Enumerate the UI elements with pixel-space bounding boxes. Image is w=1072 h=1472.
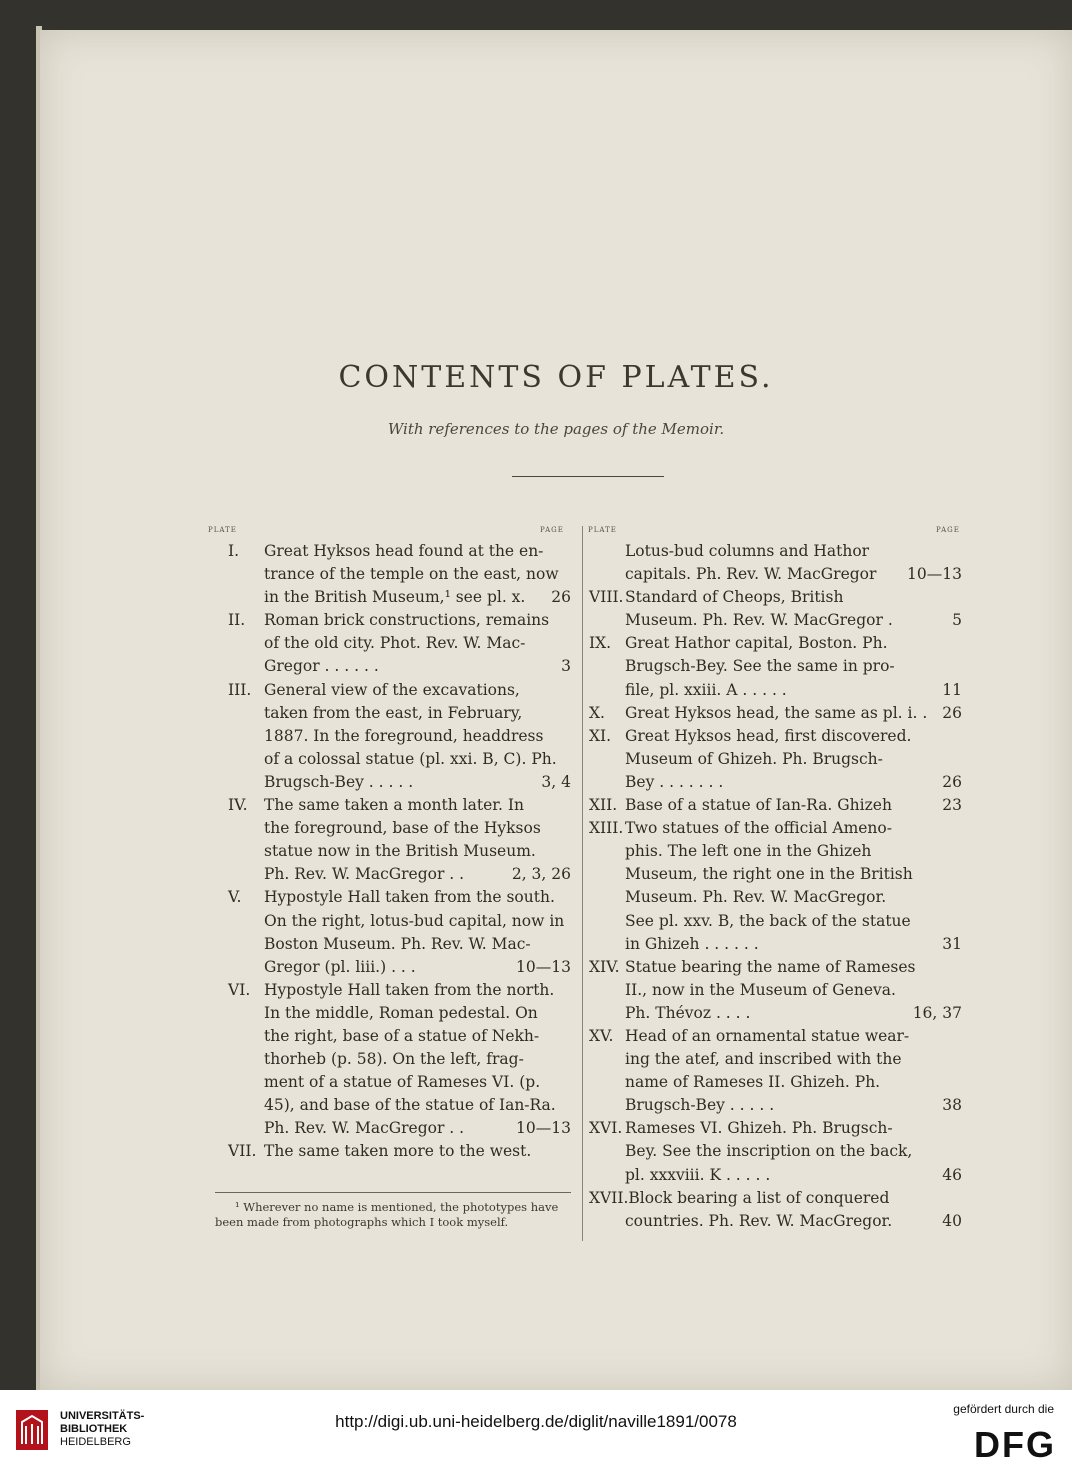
title-rule xyxy=(512,476,664,477)
plate-number: XII. xyxy=(589,796,618,815)
plate-number: III. xyxy=(228,680,252,699)
entry-text: of a colossal statue (pl. xxi. B, C). Ph. xyxy=(264,749,557,768)
page-reference: 3, 4 xyxy=(541,772,571,791)
entry-text: Ph. Rev. W. MacGregor . . xyxy=(264,865,465,884)
entry-line xyxy=(589,679,962,702)
entry-text: Rameses VI. Ghizeh. Ph. Brugsch- xyxy=(625,1119,893,1138)
entry-line xyxy=(589,933,962,956)
page-reference: 40 xyxy=(942,1211,962,1230)
entry-line xyxy=(228,563,571,586)
plate-number: I. xyxy=(228,542,240,560)
entry-line xyxy=(589,817,962,840)
plate-entry xyxy=(589,725,962,794)
entry-line xyxy=(228,771,571,794)
entry-line xyxy=(589,979,962,1002)
entry-line xyxy=(228,840,571,863)
entry-line xyxy=(589,1210,962,1233)
page-reference: 23 xyxy=(942,796,962,815)
entry-text: Brugsch-Bey . . . . . xyxy=(625,1096,775,1115)
entry-text: the foreground, base of the Hyksos xyxy=(264,819,541,838)
entry-line xyxy=(589,863,962,886)
entry-text: The same taken a month later. In xyxy=(264,796,524,815)
entry-line xyxy=(589,1140,962,1163)
entry-line xyxy=(589,771,962,794)
plate-entry xyxy=(589,817,962,956)
entry-line xyxy=(589,1164,962,1187)
entry-line xyxy=(228,540,571,563)
entry-text: II., now in the Museum of Geneva. xyxy=(625,980,896,999)
library-name-line1: UNIVERSITÄTS- xyxy=(60,1410,145,1422)
entry-line xyxy=(589,540,962,563)
plate-number: II. xyxy=(228,611,246,630)
entry-line xyxy=(589,702,962,725)
entry-text: Great Hyksos head, the same as pl. i. . xyxy=(625,703,928,722)
page-reference: 10—13 xyxy=(907,565,962,584)
plate-entry xyxy=(228,886,571,978)
entry-text: 45), and base of the statue of Ian-Ra. xyxy=(264,1096,556,1115)
entry-text: Hypostyle Hall taken from the north. xyxy=(264,980,555,999)
entry-line xyxy=(228,702,571,725)
plate-entry xyxy=(228,540,571,609)
page-reference: 46 xyxy=(942,1165,962,1184)
entry-text: Brugsch-Bey. See the same in pro- xyxy=(625,657,895,676)
entry-text: Gregor (pl. liii.) . . . xyxy=(264,957,416,976)
page-subtitle: With references to the pages of the Memoir. xyxy=(387,420,725,438)
entry-line xyxy=(589,794,962,817)
entry-text: Hypostyle Hall taken from the south. xyxy=(264,888,555,907)
entry-line xyxy=(228,679,571,702)
column-divider xyxy=(582,526,583,1241)
entry-text: Ph. Rev. W. MacGregor . . xyxy=(264,1119,465,1138)
footnote-rule xyxy=(215,1192,571,1193)
plate-entry xyxy=(228,1140,571,1163)
entry-text: General view of the excavations, xyxy=(264,680,520,699)
plate-number: XV. xyxy=(589,1026,614,1045)
entry-line xyxy=(228,956,571,979)
page-reference: 16, 37 xyxy=(912,1003,962,1022)
plate-number: IX. xyxy=(589,634,612,653)
plate-number: VI. xyxy=(228,980,251,999)
page-reference: 26 xyxy=(942,703,962,722)
plate-entry xyxy=(228,979,571,1141)
entry-line xyxy=(589,632,962,655)
entry-text: Gregor . . . . . . xyxy=(264,657,379,676)
entry-text: capitals. Ph. Rev. W. MacGregor xyxy=(625,565,877,584)
plate-number: XVI. xyxy=(589,1119,623,1138)
entry-line xyxy=(228,1048,571,1071)
entry-line xyxy=(228,886,571,909)
entry-text: Brugsch-Bey . . . . . xyxy=(264,772,414,791)
entry-text: Block bearing a list of conquered xyxy=(628,1188,890,1207)
entry-line xyxy=(589,1187,962,1210)
entry-text: Museum, the right one in the British xyxy=(625,865,913,884)
entry-line xyxy=(589,1025,962,1048)
entry-line xyxy=(228,632,571,655)
entry-text: Roman brick constructions, remains xyxy=(264,611,550,630)
entry-text: of the old city. Phot. Rev. W. Mac- xyxy=(264,634,526,653)
entry-text: Museum. Ph. Rev. W. MacGregor . xyxy=(625,611,893,630)
entry-text: See pl. xxv. B, the back of the statue xyxy=(625,911,911,930)
entry-text: thorheb (p. 58). On the left, frag- xyxy=(264,1050,524,1069)
page-reference: 10—13 xyxy=(516,1119,571,1138)
entry-text: in Ghizeh . . . . . . xyxy=(625,934,759,953)
plate-number: XIV. xyxy=(589,957,620,976)
entry-line xyxy=(228,1140,571,1163)
page-reference: 31 xyxy=(942,934,962,953)
entry-text: phis. The left one in the Ghizeh xyxy=(625,842,872,861)
entry-line xyxy=(589,956,962,979)
entry-line xyxy=(228,1025,571,1048)
page-reference: 3 xyxy=(561,657,571,676)
plate-entry xyxy=(589,702,962,725)
entry-line xyxy=(228,910,571,933)
entry-line xyxy=(589,1071,962,1094)
library-name-line2: BIBLIOTHEK xyxy=(60,1423,128,1435)
entry-text: ment of a statue of Rameses VI. (p. xyxy=(264,1073,541,1092)
page-reference: 26 xyxy=(942,772,962,791)
plate-entry xyxy=(589,794,962,817)
entry-line xyxy=(228,655,571,678)
right-column xyxy=(589,540,962,1233)
entry-line xyxy=(589,840,962,863)
right-page-header: PAGE xyxy=(936,526,960,534)
entry-text: Ph. Thévoz . . . . xyxy=(625,1003,751,1022)
right-plate-header: PLATE xyxy=(588,526,617,534)
plate-entry xyxy=(589,1187,962,1233)
plate-number: V. xyxy=(228,888,242,907)
plate-number: VIII. xyxy=(589,588,624,607)
left-page-header: PAGE xyxy=(540,526,564,534)
plate-entry xyxy=(589,1117,962,1186)
entry-text: countries. Ph. Rev. W. MacGregor. xyxy=(625,1211,893,1230)
entry-text: In the middle, Roman pedestal. On xyxy=(264,1003,538,1022)
plate-number: VII. xyxy=(228,1142,257,1161)
entry-line xyxy=(228,1117,571,1140)
entry-line xyxy=(589,1094,962,1117)
source-url-link[interactable]: http://digi.ub.uni-heidelberg.de/diglit/naville1891/0078 xyxy=(335,1412,737,1431)
entry-text: the right, base of a statue of Nekh- xyxy=(264,1026,540,1045)
page-reference: 26 xyxy=(551,588,571,607)
entry-text: Museum of Ghizeh. Ph. Brugsch- xyxy=(625,749,883,768)
dfg-logo: DFG xyxy=(974,1424,1056,1465)
entry-text: Bey . . . . . . . xyxy=(625,772,724,791)
entry-line xyxy=(589,1002,962,1025)
plate-entry xyxy=(228,679,571,794)
entry-line xyxy=(228,1002,571,1025)
entry-line xyxy=(228,794,571,817)
entry-text: in the British Museum,¹ see pl. x. xyxy=(264,588,526,607)
page-reference: 5 xyxy=(952,611,962,630)
entry-text: Great Hyksos head, first discovered. xyxy=(625,726,912,745)
footnote: ¹ Wherever no name is mentioned, the phototypes have been made from photographs which I took myself. xyxy=(215,1200,559,1229)
plate-entry xyxy=(589,540,962,586)
entry-text: Statue bearing the name of Rameses xyxy=(625,957,916,976)
entry-text: taken from the east, in February, xyxy=(264,703,523,722)
entry-text: Museum. Ph. Rev. W. MacGregor. xyxy=(625,888,887,907)
entry-text: Head of an ornamental statue wear- xyxy=(625,1026,910,1045)
book-page xyxy=(40,30,1072,1390)
library-name-line3: HEIDELBERG xyxy=(60,1436,131,1448)
plate-entry xyxy=(589,586,962,632)
entry-line xyxy=(589,910,962,933)
entry-text: name of Rameses II. Ghizeh. Ph. xyxy=(625,1073,881,1092)
entry-text: Bey. See the inscription on the back, xyxy=(625,1142,913,1161)
entry-line xyxy=(589,1048,962,1071)
entry-line xyxy=(589,609,962,632)
page-reference: 11 xyxy=(942,680,962,699)
left-column xyxy=(228,540,571,1164)
entry-line xyxy=(228,1094,571,1117)
entry-line xyxy=(228,586,571,609)
plate-entry xyxy=(589,632,962,701)
entry-text: On the right, lotus-bud capital, now in xyxy=(264,911,565,930)
entry-line xyxy=(589,748,962,771)
entry-text: Boston Museum. Ph. Rev. W. Mac- xyxy=(264,934,531,953)
entry-text: Base of a statue of Ian-Ra. Ghizeh xyxy=(625,796,892,815)
entry-text: Great Hyksos head found at the en- xyxy=(264,542,544,560)
entry-line xyxy=(589,655,962,678)
entry-line xyxy=(228,863,571,886)
plate-number: IV. xyxy=(228,796,248,815)
page-reference: 10—13 xyxy=(516,957,571,976)
plate-entry xyxy=(589,1025,962,1117)
entry-text: Two statues of the official Ameno- xyxy=(625,819,892,838)
entry-line xyxy=(589,586,962,609)
entry-text: Great Hathor capital, Boston. Ph. xyxy=(625,634,888,653)
plate-entry xyxy=(228,609,571,678)
entry-text: file, pl. xxiii. A . . . . . xyxy=(625,680,787,699)
entry-line xyxy=(589,1117,962,1140)
page-title: CONTENTS OF PLATES. xyxy=(338,360,774,395)
entry-line xyxy=(228,609,571,632)
entry-text: ing the atef, and inscribed with the xyxy=(625,1050,902,1069)
entry-line xyxy=(589,725,962,748)
entry-line xyxy=(228,979,571,1002)
entry-text: Standard of Cheops, British xyxy=(625,588,844,607)
entry-text: trance of the temple on the east, now xyxy=(264,565,559,584)
entry-line xyxy=(228,725,571,748)
plate-number: XIII. xyxy=(589,819,624,838)
plate-entry xyxy=(589,956,962,1025)
entry-text: 1887. In the foreground, headdress xyxy=(264,726,544,745)
entry-text: Lotus-bud columns and Hathor xyxy=(625,542,870,560)
entry-line xyxy=(228,748,571,771)
plate-entry xyxy=(228,794,571,886)
plate-number: XI. xyxy=(589,726,612,745)
entry-text: pl. xxxviii. K . . . . . xyxy=(625,1165,771,1184)
entry-text: The same taken more to the west. xyxy=(264,1142,532,1161)
entry-line xyxy=(228,1071,571,1094)
plate-number: X. xyxy=(589,703,605,722)
page-reference: 38 xyxy=(942,1096,962,1115)
entry-line xyxy=(228,817,571,840)
funded-by-label: gefördert durch die xyxy=(953,1402,1054,1416)
page-reference: 2, 3, 26 xyxy=(511,865,571,884)
entry-line xyxy=(589,563,962,586)
entry-line xyxy=(228,933,571,956)
entry-text: statue now in the British Museum. xyxy=(264,842,536,861)
plate-number: XVII. xyxy=(589,1188,629,1207)
left-plate-header: PLATE xyxy=(208,526,237,534)
entry-line xyxy=(589,886,962,909)
